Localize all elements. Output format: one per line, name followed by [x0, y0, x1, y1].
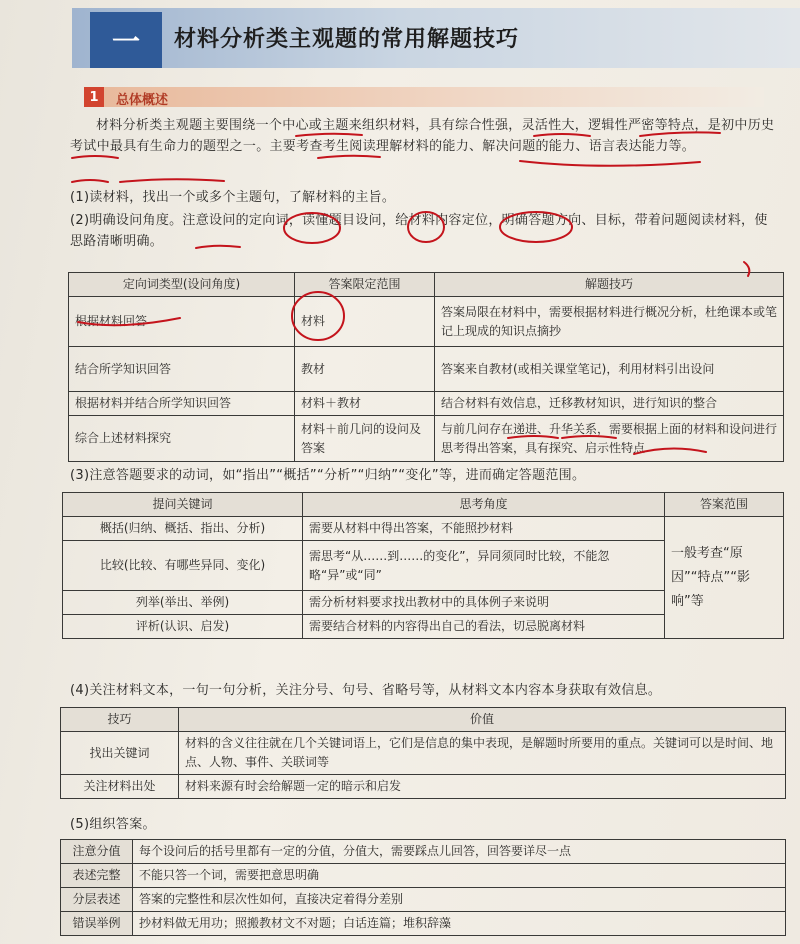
intro-paragraph: 材料分析类主观题主要围绕一个中心或主题来组织材料，具有综合性强，灵活性大，逻辑性严密等特点，是初中历史考试中最具有生命力的题型之一。主要考查考生阅读理解材料的能力、解决问题的能力、语言表达能力等。	[70, 118, 775, 154]
table1-cell: 综合上述材料探究	[69, 416, 295, 462]
table4-cell: 不能只答一个词，需要把意思明确	[133, 864, 786, 888]
table1-cell: 材料＋前几问的设问及答案	[295, 416, 435, 462]
table3-cell: 关注材料出处	[61, 775, 179, 799]
table1-cell: 根据材料并结合所学知识回答	[69, 392, 295, 416]
table4-key: 表述完整	[61, 864, 133, 888]
ink-underline	[72, 180, 108, 182]
table4-key: 分层表述	[61, 888, 133, 912]
table2-cell: 需分析材料要求找出教材中的具体例子来说明	[303, 591, 665, 615]
step-5-text: (5)组织答案。	[70, 817, 156, 832]
table1-header: 答案限定范围	[295, 273, 435, 297]
table1-cell: 教材	[295, 347, 435, 392]
table2-cell: 需思考“从……到……的变化”，异同须同时比较，不能忽略“异”或“同”	[303, 541, 665, 591]
directional-words-table	[68, 272, 784, 462]
chapter-number: 一	[90, 12, 162, 68]
table3-cell: 找出关键词	[61, 732, 179, 775]
table4-key: 错误举例	[61, 912, 133, 936]
step-4-text: (4)关注材料文本，一句一句分析，关注分号、句号、省略号等，从材料文本内容本身获取有效信息。	[70, 683, 662, 698]
table2-cell: 列举(举出、举例)	[63, 591, 303, 615]
table3-header: 价值	[179, 708, 786, 732]
table2-cell: 比较(比较、有哪些异同、变化)	[63, 541, 303, 591]
table3-header: 技巧	[61, 708, 179, 732]
section-band	[84, 87, 764, 107]
step-1-text: (1)读材料，找出一个或多个主题句，了解材料的主旨。	[70, 190, 396, 205]
table4-cell: 抄材料做无用功；照搬教材文不对题；白话连篇；堆积辞藻	[133, 912, 786, 936]
step-2-text: (2)明确设问角度。注意设问的定向词，读懂题目设问，给材料内容定位，明确答题方向、目标，带着问题阅读材料，使思路清晰明确。	[70, 213, 768, 249]
table1-cell: 与前几问存在递进、升华关系，需要根据上面的材料和设问进行思考得出答案，具有探究、启示性特点	[435, 416, 784, 462]
text-analysis-table	[60, 707, 786, 799]
table3-cell: 材料来源有时会给解题一定的暗示和启发	[179, 775, 786, 799]
table2-header: 提问关键词	[63, 493, 303, 517]
chapter-title: 材料分析类主观题的常用解题技巧	[174, 27, 520, 52]
step-3-text: (3)注意答题要求的动词，如“指出”“概括”“分析”“归纳”“变化”等，进而确定答题范围。	[70, 468, 586, 483]
question-keywords-table	[62, 492, 784, 639]
table1-header: 解题技巧	[435, 273, 784, 297]
ink-underline	[520, 161, 700, 166]
table4-cell: 答案的完整性和层次性如何，直接决定着得分差别	[133, 888, 786, 912]
section-number: 1	[84, 87, 104, 107]
ink-underline	[120, 179, 224, 182]
table2-cell: 概括(归纳、概括、指出、分析)	[63, 517, 303, 541]
table4-cell: 每个设问后的括号里都有一定的分值，分值大，需要踩点儿回答，回答要详尽一点	[133, 840, 786, 864]
table1-cell: 答案局限在材料中，需要根据材料进行概况分析，杜绝课本或笔记上现成的知识点摘抄	[435, 297, 784, 347]
table1-cell: 结合所学知识回答	[69, 347, 295, 392]
table2-cell: 需要从材料中得出答案，不能照抄材料	[303, 517, 665, 541]
table1-cell: 结合材料有效信息，迁移教材知识，进行知识的整合	[435, 392, 784, 416]
answer-scope-cell: 一般考查“原因”“特点”“影响”等	[665, 517, 784, 639]
table4-key: 注意分值	[61, 840, 133, 864]
table2-header: 思考角度	[303, 493, 665, 517]
table2-cell: 需要结合材料的内容得出自己的看法，切忌脱离材料	[303, 615, 665, 639]
table1-cell: 答案来自教材(或相关课堂笔记)，利用材料引出设问	[435, 347, 784, 392]
table1-cell: 材料＋教材	[295, 392, 435, 416]
table1-header: 定向词类型(设问角度)	[69, 273, 295, 297]
section-title: 总体概述	[116, 93, 169, 108]
table3-cell: 材料的含义往往就在几个关键词语上，它们是信息的集中表现，是解题时所要用的重点。关键词可以是时间、地点、人物、事件、关联词等	[179, 732, 786, 775]
table1-cell: 材料	[295, 297, 435, 347]
answer-organization-table	[60, 839, 786, 936]
table2-cell: 评析(认识、启发)	[63, 615, 303, 639]
table2-header: 答案范围	[665, 493, 784, 517]
table1-cell: 根据材料回答	[69, 297, 295, 347]
